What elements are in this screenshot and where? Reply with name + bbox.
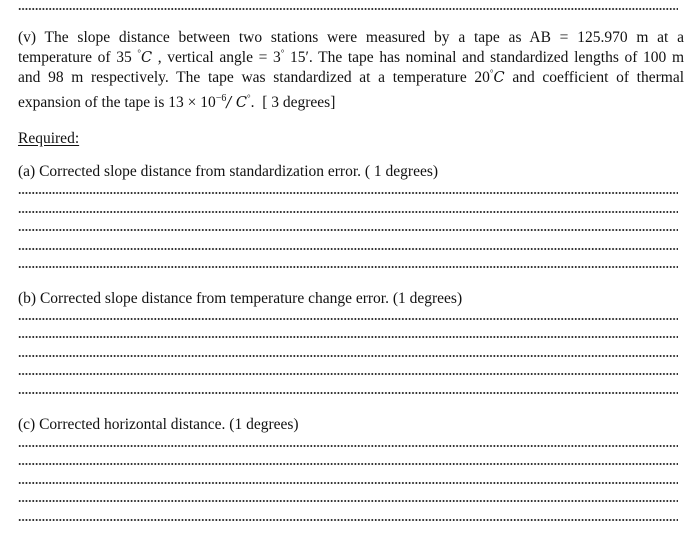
answer-line-c-2 — [18, 463, 678, 465]
top-dotted-line — [18, 8, 678, 10]
answer-line-c-4 — [18, 500, 678, 502]
question-line-4: expansion of the tape is $13 \times 10^{-6}/$ C°. [ 3 degrees] — [18, 92, 336, 111]
question-line-3: and 98 m respectively. The tape was standardized at a temperature 20°C and coefficient of thermal — [18, 68, 685, 87]
answer-line-b-2 — [18, 336, 678, 338]
answer-line-c-3 — [18, 482, 678, 484]
answer-line-b-3 — [18, 355, 678, 357]
question-text — [18, 28, 684, 114]
answer-line-c-1 — [18, 445, 678, 447]
answer-line-a-3 — [18, 229, 678, 231]
answer-line-b-5 — [18, 392, 678, 394]
part-c-label: (c) Corrected horizontal distance. (1 degrees) — [18, 416, 299, 433]
answer-line-a-2 — [18, 211, 678, 213]
answer-line-c-5 — [18, 519, 678, 521]
answer-line-a-5 — [18, 266, 678, 268]
part-a-label: (a) Corrected slope distance from standardization error. ( 1 degrees) — [18, 163, 439, 180]
answer-line-b-1 — [18, 318, 678, 320]
question-line-1: (v) The slope distance between two stations were measured by a tape as AB = 125.970 m at a — [18, 29, 684, 46]
part-b-label: (b) Corrected slope distance from temperature change error. (1 degrees) — [18, 290, 463, 307]
answer-line-a-4 — [18, 248, 678, 250]
required-label: Required: — [18, 130, 80, 147]
question-line-2: temperature of 35 °C , vertical angle = 3° 15′. The tape has nominal and standardized lengths of 100 m — [18, 47, 685, 66]
answer-line-a-1 — [18, 192, 678, 194]
answer-line-b-4 — [18, 373, 678, 375]
